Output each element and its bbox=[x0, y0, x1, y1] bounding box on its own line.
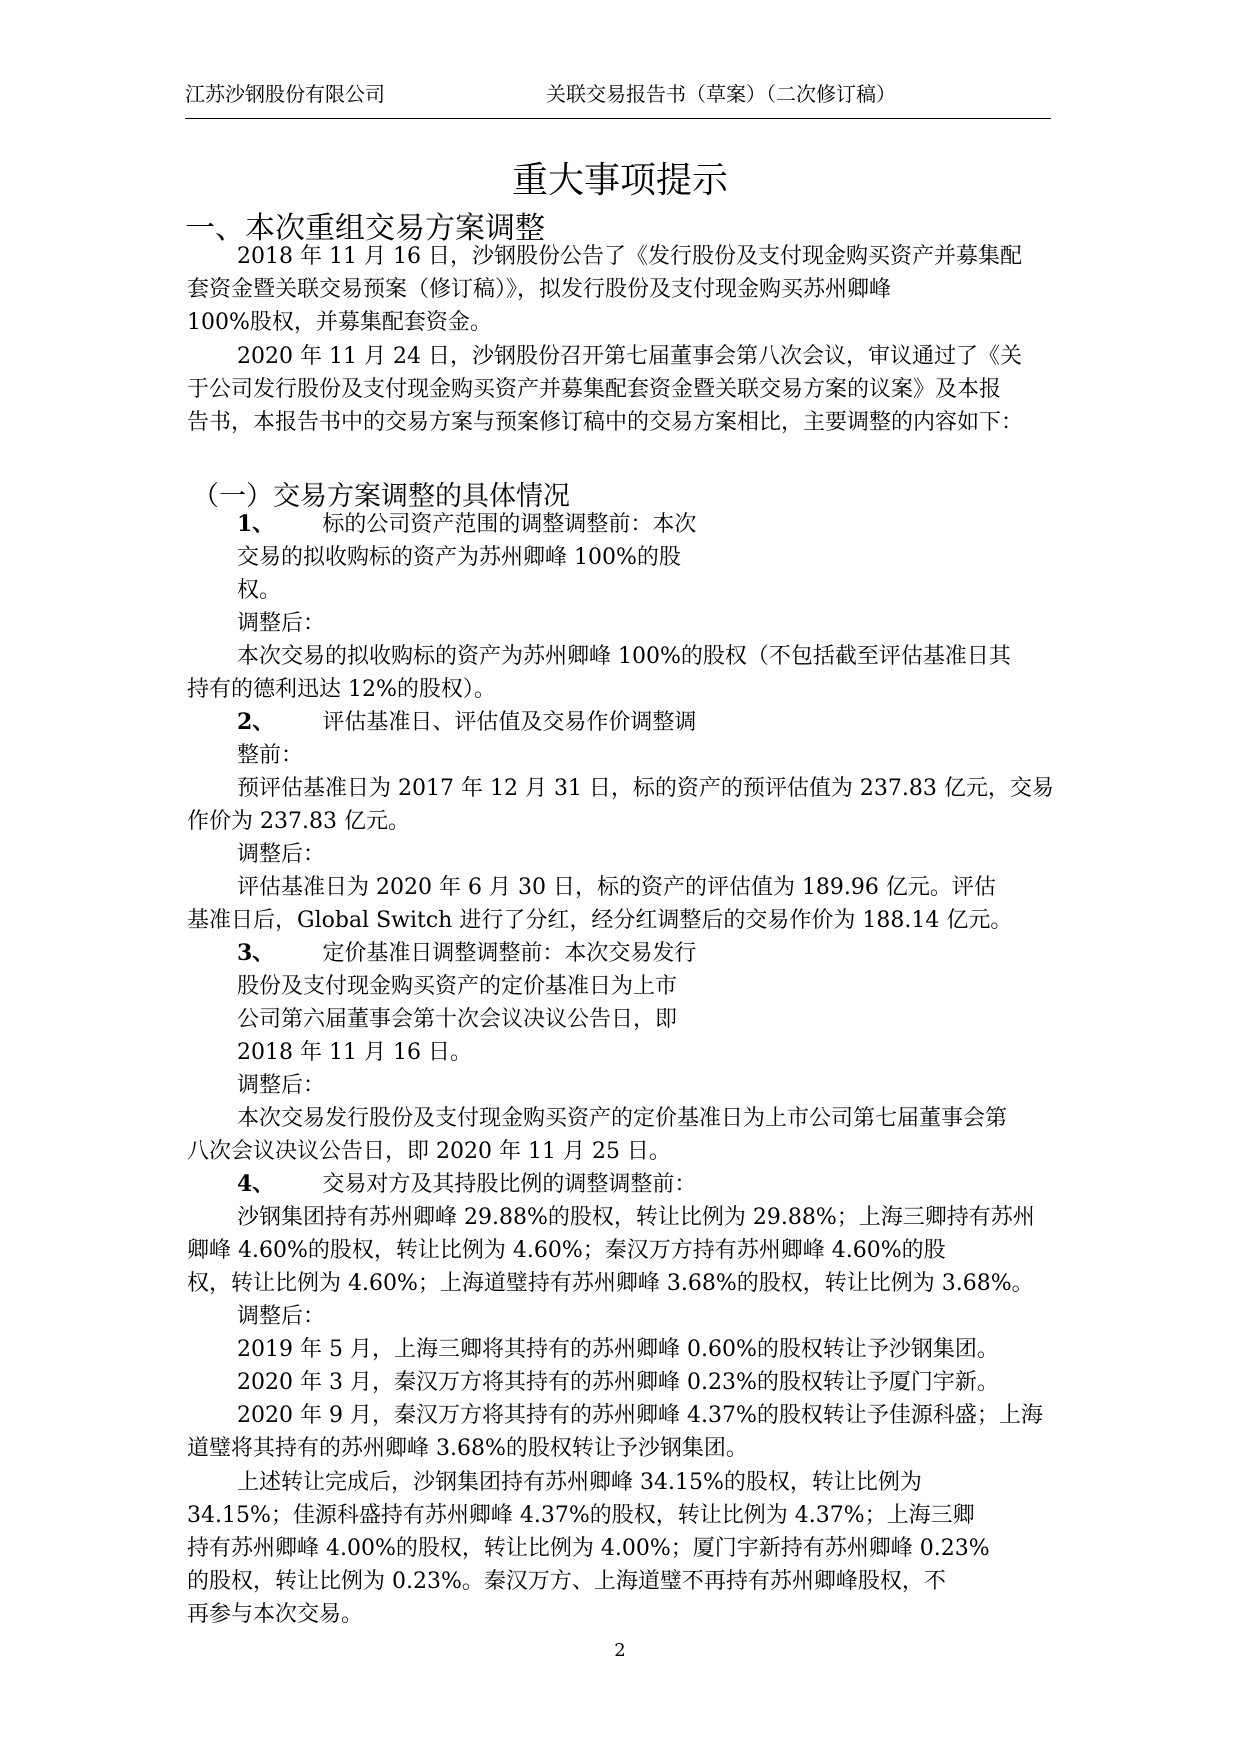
paragraph-line: 道璧将其持有的苏州卿峰 3.68%的股权转让予沙钢集团。 bbox=[187, 1436, 748, 1461]
paragraph-line: 2019 年 5 月，上海三卿将其持有的苏州卿峰 0.60%的股权转让予沙钢集团。 bbox=[237, 1337, 999, 1362]
item-number: 3、 bbox=[237, 940, 275, 966]
after-label: 调整后： bbox=[237, 842, 326, 867]
item-label: 交易对方及其持股比例的调整调整前： bbox=[322, 1172, 697, 1197]
paragraph-line: 预评估基准日为 2017 年 12 月 31 日，标的资产的预评估值为 237.83 亿元，交易 bbox=[237, 776, 1054, 801]
section-heading: 一、本次重组交易方案调整 bbox=[185, 211, 545, 246]
item-label: 定价基准日调整调整前：本次交易发行 bbox=[322, 941, 697, 966]
paragraph-line: 评估基准日为 2020 年 6 月 30 日，标的资产的评估值为 189.96 亿元。评估 bbox=[237, 875, 996, 900]
item-line: 公司第六届董事会第十次会议决议公告日，即 bbox=[237, 1007, 678, 1032]
after-label: 调整后： bbox=[237, 611, 326, 636]
header-company: 江苏沙钢股份有限公司 bbox=[185, 82, 385, 106]
header-doc-title: 关联交易报告书（草案）（二次修订稿） bbox=[546, 82, 896, 106]
item-line: 交易的拟收购标的资产为苏州卿峰 100%的股 bbox=[237, 545, 681, 570]
paragraph-line: 本次交易发行股份及支付现金购买资产的定价基准日为上市公司第七届董事会第 bbox=[237, 1106, 1008, 1131]
paragraph-line: 100%股权，并募集配套资金。 bbox=[187, 310, 492, 335]
paragraph-line: 作价为 237.83 亿元。 bbox=[187, 809, 410, 834]
paragraph-line: 再参与本次交易。 bbox=[187, 1602, 364, 1627]
after-label: 调整后： bbox=[237, 1073, 326, 1098]
item-number: 2、 bbox=[237, 709, 275, 735]
paragraph-line: 告书，本报告书中的交易方案与预案修订稿中的交易方案相比，主要调整的内容如下： bbox=[187, 410, 1024, 435]
paragraph-line: 本次交易的拟收购标的资产为苏州卿峰 100%的股权（不包括截至评估基准日其 bbox=[237, 644, 1011, 669]
paragraph-line: 沙钢集团持有苏州卿峰 29.88%的股权，转让比例为 29.88%；上海三卿持有苏州 bbox=[237, 1205, 1035, 1230]
item-label: 标的公司资产范围的调整调整前：本次 bbox=[322, 512, 697, 537]
paragraph-line: 持有的德利迅达 12%的股权）。 bbox=[187, 677, 496, 702]
list-item-4 bbox=[237, 1168, 696, 1201]
list-item-1 bbox=[237, 508, 696, 541]
item-line: 股份及支付现金购买资产的定价基准日为上市 bbox=[237, 974, 678, 999]
header-rule bbox=[185, 118, 1051, 119]
paragraph-line: 2020 年 9 月，秦汉万方将其持有的苏州卿峰 4.37%的股权转让予佳源科盛；上海 bbox=[237, 1403, 1043, 1428]
paragraph-line: 上述转让完成后，沙钢集团持有苏州卿峰 34.15%的股权，转让比例为 bbox=[237, 1470, 922, 1495]
page-title: 重大事项提示 bbox=[511, 160, 728, 201]
paragraph-line: 34.15%；佳源科盛持有苏州卿峰 4.37%的股权，转让比例为 4.37%；上海三卿 bbox=[187, 1503, 975, 1528]
item-number: 1、 bbox=[237, 511, 275, 537]
item-number: 4、 bbox=[237, 1171, 275, 1197]
paragraph-line: 2020 年 3 月，秦汉万方将其持有的苏州卿峰 0.23%的股权转让予厦门宇新。 bbox=[237, 1370, 999, 1395]
paragraph-line: 2020 年 11 月 24 日，沙钢股份召开第七届董事会第八次会议，审议通过了《关 bbox=[237, 344, 1022, 369]
paragraph-line: 八次会议决议公告日，即 2020 年 11 月 25 日。 bbox=[187, 1139, 671, 1164]
item-line: 2018 年 11 月 16 日。 bbox=[237, 1040, 472, 1065]
list-item-2 bbox=[237, 706, 696, 739]
paragraph-line: 于公司发行股份及支付现金购买资产并募集配套资金暨关联交易方案的议案》及本报 bbox=[187, 377, 1002, 402]
list-item-3 bbox=[237, 937, 696, 970]
subsection-heading: （一）交易方案调整的具体情况 bbox=[192, 481, 570, 512]
paragraph-line: 套资金暨关联交易预案（修订稿）》，拟发行股份及支付现金购买苏州卿峰 bbox=[187, 277, 892, 302]
paragraph-line: 2018 年 11 月 16 日，沙钢股份公告了《发行股份及支付现金购买资产并募集配 bbox=[237, 244, 1022, 269]
item-line: 整前： bbox=[237, 743, 304, 768]
after-label: 调整后： bbox=[237, 1304, 326, 1329]
paragraph-line: 的股权，转让比例为 0.23%。秦汉万方、上海道璧不再持有苏州卿峰股权，不 bbox=[187, 1569, 946, 1594]
item-line: 权。 bbox=[237, 578, 282, 603]
paragraph-line: 基准日后，Global Switch 进行了分红，经分红调整后的交易作价为 188.14 亿元。 bbox=[187, 908, 1013, 933]
paragraph-line: 卿峰 4.60%的股权，转让比例为 4.60%；秦汉万方持有苏州卿峰 4.60%的股 bbox=[187, 1238, 946, 1263]
paragraph-line: 权，转让比例为 4.60%；上海道璧持有苏州卿峰 3.68%的股权，转让比例为 3.68%。 bbox=[187, 1271, 1034, 1296]
paragraph-line: 持有苏州卿峰 4.00%的股权，转让比例为 4.00%；厦门宇新持有苏州卿峰 0.23% bbox=[187, 1536, 990, 1561]
item-label: 评估基准日、评估值及交易作价调整调 bbox=[322, 710, 697, 735]
page-number: 2 bbox=[614, 1640, 626, 1661]
